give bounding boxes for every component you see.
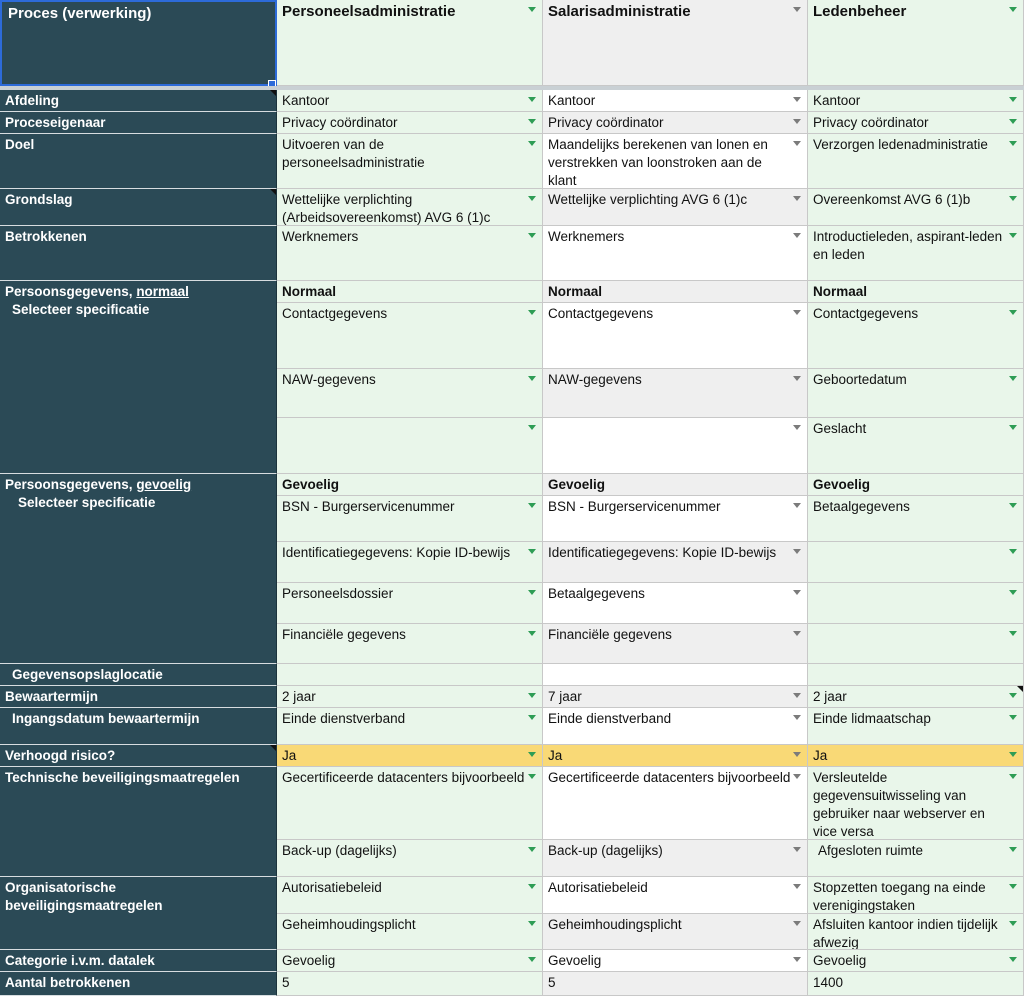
dropdown-arrow-icon[interactable] <box>528 376 536 381</box>
cell-value: Einde lidmaatschap <box>813 711 931 726</box>
dropdown-arrow-icon[interactable] <box>528 590 536 595</box>
dropdown-arrow-icon[interactable] <box>793 425 801 430</box>
cell-value: Geboortedatum <box>813 372 907 387</box>
cell-organisatorisch-r1-1[interactable] <box>543 877 808 914</box>
cell-gevoelig-r2-2[interactable] <box>808 542 1024 583</box>
cell-normaal-r1-0[interactable] <box>277 303 543 369</box>
dropdown-arrow-icon[interactable] <box>1009 549 1017 554</box>
cell-opslag-0[interactable] <box>277 664 543 686</box>
cell-value: Normaal <box>548 284 603 299</box>
cell-aantal-1[interactable] <box>543 972 808 996</box>
row-label: Proceseigenaar <box>5 115 106 130</box>
dropdown-arrow-icon[interactable] <box>528 774 536 779</box>
gevoelig-link[interactable]: gevoelig <box>136 477 192 492</box>
row-label-prefix: Persoonsgegevens, <box>5 477 137 492</box>
cell-aantal-0[interactable] <box>277 972 543 996</box>
cell-bewaartermijn-0[interactable] <box>277 686 543 708</box>
cell-betrokkenen-2[interactable] <box>808 226 1024 281</box>
dropdown-arrow-icon[interactable] <box>1009 425 1017 430</box>
dropdown-arrow-icon[interactable] <box>1009 196 1017 201</box>
column-title: Salarisadministratie <box>548 3 691 20</box>
cell-value: Identificatiegegevens: Kopie ID-bewijs <box>548 545 777 560</box>
dropdown-arrow-icon[interactable] <box>1009 310 1017 315</box>
cell-risico-1[interactable] <box>543 745 808 767</box>
cell-value: Gevoelig <box>548 477 606 492</box>
dropdown-arrow-icon[interactable] <box>1009 503 1017 508</box>
cell-value: Financiële gegevens <box>548 627 672 642</box>
dropdown-arrow-icon[interactable] <box>528 549 536 554</box>
cell-gevoelig-r3-0[interactable] <box>277 583 543 624</box>
dropdown-arrow-icon[interactable] <box>528 233 536 238</box>
dropdown-arrow-icon[interactable] <box>528 752 536 757</box>
cell-value: Gevoelig <box>813 477 871 492</box>
cell-value: BSN - Burgerservicenummer <box>282 499 455 514</box>
cell-proceseigenaar-0[interactable] <box>277 112 543 134</box>
row-label-aantal <box>0 972 277 996</box>
cell-gevoelig-heading-1[interactable] <box>543 474 808 496</box>
cell-gevoelig-r1-0[interactable] <box>277 496 543 542</box>
cell-value: Ja <box>548 748 563 763</box>
dropdown-arrow-icon[interactable] <box>793 549 801 554</box>
row-label-categorie <box>0 950 277 972</box>
cell-value: Contactgegevens <box>282 306 388 321</box>
row-label: Doel <box>5 137 35 152</box>
cell-value: NAW-gegevens <box>548 372 642 387</box>
cell-gevoelig-r4-1[interactable] <box>543 624 808 664</box>
dropdown-arrow-icon[interactable] <box>1009 7 1017 12</box>
cell-gevoelig-heading-2[interactable] <box>808 474 1024 496</box>
cell-value: Wettelijke verplichting AVG 6 (1)c <box>548 192 748 207</box>
cell-technisch-r2-1[interactable] <box>543 840 808 877</box>
row-label: Technische beveiligingsmaatregelen <box>5 770 240 785</box>
cell-doel-1[interactable] <box>543 134 808 189</box>
cell-technisch-r1-1[interactable] <box>543 767 808 840</box>
dropdown-arrow-icon[interactable] <box>528 631 536 636</box>
dropdown-arrow-icon[interactable] <box>1009 97 1017 102</box>
cell-value: Ja <box>282 748 297 763</box>
row-label-betrokkenen <box>0 226 277 281</box>
row-label-afdeling <box>0 90 277 112</box>
cell-value: 7 jaar <box>548 689 582 704</box>
cell-value: Back-up (dagelijks) <box>282 843 397 858</box>
cell-value: Normaal <box>282 284 337 299</box>
cell-technisch-r2-0[interactable] <box>277 840 543 877</box>
cell-doel-0[interactable] <box>277 134 543 189</box>
cell-value: Identificatiegegevens: Kopie ID-bewijs <box>282 545 511 560</box>
row-label: Bewaartermijn <box>5 689 99 704</box>
row-label-technisch <box>0 767 277 877</box>
cell-doel-2[interactable] <box>808 134 1024 189</box>
dropdown-arrow-icon[interactable] <box>793 631 801 636</box>
cell-grondslag-2[interactable] <box>808 189 1024 226</box>
dropdown-arrow-icon[interactable] <box>1009 774 1017 779</box>
dropdown-arrow-icon[interactable] <box>793 957 801 962</box>
cell-gevoelig-heading-0[interactable] <box>277 474 543 496</box>
cell-organisatorisch-r1-0[interactable] <box>277 877 543 914</box>
cell-value: Afsluiten kantoor indien tijdelijk afwezig <box>813 917 998 950</box>
cell-categorie-0[interactable] <box>277 950 543 972</box>
cell-value: Werknemers <box>282 229 359 244</box>
dropdown-arrow-icon[interactable] <box>1009 957 1017 962</box>
cell-bewaartermijn-2[interactable] <box>808 686 1024 708</box>
cell-gevoelig-r2-0[interactable] <box>277 542 543 583</box>
dropdown-arrow-icon[interactable] <box>793 233 801 238</box>
cell-ingang-0[interactable] <box>277 708 543 745</box>
column-title: Personeelsadministratie <box>282 3 456 20</box>
dropdown-arrow-icon[interactable] <box>793 141 801 146</box>
row-label-persoonsgegevens-normaal <box>0 281 277 474</box>
cell-organisatorisch-r2-0[interactable] <box>277 914 543 950</box>
dropdown-arrow-icon[interactable] <box>793 310 801 315</box>
dropdown-arrow-icon[interactable] <box>1009 693 1017 698</box>
cell-value: Overeenkomst AVG 6 (1)b <box>813 192 971 207</box>
cell-gevoelig-r4-2[interactable] <box>808 624 1024 664</box>
cell-value: Kantoor <box>282 93 330 108</box>
cell-value: Personeelsdossier <box>282 586 394 601</box>
cell-proceseigenaar-1[interactable] <box>543 112 808 134</box>
cell-risico-2[interactable] <box>808 745 1024 767</box>
cell-gevoelig-r1-1[interactable] <box>543 496 808 542</box>
cell-value: Maandelijks berekenen van lonen en verstrekken van loonstroken aan de klant <box>548 137 768 188</box>
cell-afdeling-1[interactable] <box>543 90 808 112</box>
cell-technisch-r1-0[interactable] <box>277 767 543 840</box>
normaal-link[interactable]: normaal <box>136 284 189 299</box>
cell-technisch-r2-2[interactable] <box>808 840 1024 877</box>
cell-normaal-r1-1[interactable] <box>543 303 808 369</box>
dropdown-arrow-icon[interactable] <box>1009 715 1017 720</box>
cell-value: Kantoor <box>813 93 861 108</box>
cell-value: Einde dienstverband <box>282 711 406 726</box>
dropdown-arrow-icon[interactable] <box>793 590 801 595</box>
row-label-grondslag <box>0 189 277 226</box>
cell-value: Autorisatiebeleid <box>548 880 648 895</box>
cell-organisatorisch-r1-2[interactable] <box>808 877 1024 914</box>
cell-value: Versleutelde gegevensuitwisseling van gebruiker naar webserver en vice versa <box>813 770 985 839</box>
cell-normaal-heading-0[interactable] <box>277 281 543 303</box>
row-label: Organisatorische beveiligingsmaatregelen <box>5 880 163 913</box>
dropdown-arrow-icon[interactable] <box>793 119 801 124</box>
dropdown-arrow-icon[interactable] <box>1009 847 1017 852</box>
column-title: Ledenbeheer <box>813 3 907 20</box>
cell-value: Contactgegevens <box>813 306 919 321</box>
cell-value: Privacy coördinator <box>548 115 664 130</box>
cell-value: Normaal <box>813 284 868 299</box>
dropdown-arrow-icon[interactable] <box>793 97 801 102</box>
cell-value: Financiële gegevens <box>282 627 406 642</box>
dropdown-arrow-icon[interactable] <box>793 7 801 12</box>
row-label-risico <box>0 745 277 767</box>
cell-value: Gevoelig <box>282 477 340 492</box>
cell-ingang-2[interactable] <box>808 708 1024 745</box>
row-label <box>5 284 189 299</box>
cell-value: Back-up (dagelijks) <box>548 843 663 858</box>
header-column-0[interactable] <box>277 0 543 86</box>
dropdown-arrow-icon[interactable] <box>528 847 536 852</box>
row-label-organisatorisch <box>0 877 277 950</box>
dropdown-arrow-icon[interactable] <box>793 774 801 779</box>
header-column-2[interactable] <box>808 0 1024 86</box>
cell-value: Betaalgegevens <box>813 499 910 514</box>
cell-gevoelig-r3-1[interactable] <box>543 583 808 624</box>
cell-betrokkenen-0[interactable] <box>277 226 543 281</box>
dropdown-arrow-icon[interactable] <box>528 503 536 508</box>
row-label-persoonsgegevens-gevoelig <box>0 474 277 664</box>
row-sublabel: Selecteer specificatie <box>18 495 156 510</box>
cell-normaal-r2-0[interactable] <box>277 369 543 418</box>
cell-normaal-r2-1[interactable] <box>543 369 808 418</box>
cell-value: Gecertificeerde datacenters bijvoorbeeld <box>282 770 525 785</box>
cell-value: Privacy coördinator <box>813 115 929 130</box>
cell-value: 5 <box>282 975 290 990</box>
dropdown-arrow-icon[interactable] <box>528 425 536 430</box>
cell-bewaartermijn-1[interactable] <box>543 686 808 708</box>
dropdown-arrow-icon[interactable] <box>793 752 801 757</box>
dropdown-arrow-icon[interactable] <box>528 119 536 124</box>
row-label-opslag <box>0 664 277 686</box>
header-label-cell[interactable] <box>0 0 277 86</box>
dropdown-arrow-icon[interactable] <box>1009 921 1017 926</box>
row-label: Ingangsdatum bewaartermijn <box>12 711 200 726</box>
dropdown-arrow-icon[interactable] <box>528 884 536 889</box>
dropdown-arrow-icon[interactable] <box>1009 119 1017 124</box>
cell-value: NAW-gegevens <box>282 372 376 387</box>
row-label <box>5 477 191 492</box>
cell-value: 2 jaar <box>282 689 316 704</box>
cell-value: Betaalgegevens <box>548 586 645 601</box>
cell-opslag-2[interactable] <box>808 664 1024 686</box>
header-label: Proces (verwerking) <box>8 5 152 22</box>
cell-value: Privacy coördinator <box>282 115 398 130</box>
cell-value: Gevoelig <box>282 953 336 968</box>
cell-value: Introductieleden, aspirant-leden en leden <box>813 229 1003 262</box>
cell-categorie-1[interactable] <box>543 950 808 972</box>
cell-gevoelig-r1-2[interactable] <box>808 496 1024 542</box>
dropdown-arrow-icon[interactable] <box>1009 376 1017 381</box>
cell-normaal-r3-1[interactable] <box>543 418 808 474</box>
dropdown-arrow-icon[interactable] <box>528 141 536 146</box>
cell-grondslag-1[interactable] <box>543 189 808 226</box>
cell-value: Contactgegevens <box>548 306 654 321</box>
cell-technisch-r1-2[interactable] <box>808 767 1024 840</box>
note-indicator-icon <box>1017 686 1023 692</box>
note-indicator-icon <box>270 90 276 96</box>
dropdown-arrow-icon[interactable] <box>793 376 801 381</box>
cell-value: Gevoelig <box>548 953 602 968</box>
cell-organisatorisch-r2-1[interactable] <box>543 914 808 950</box>
cell-value: 5 <box>548 975 556 990</box>
cell-value: Wettelijke verplichting (Arbeidsovereenkomst) AVG 6 (1)c <box>282 192 491 225</box>
row-label: Afdeling <box>5 93 59 108</box>
note-indicator-icon <box>270 189 276 195</box>
dropdown-arrow-icon[interactable] <box>528 97 536 102</box>
row-label-bewaartermijn <box>0 686 277 708</box>
cell-normaal-r1-2[interactable] <box>808 303 1024 369</box>
cell-risico-0[interactable] <box>277 745 543 767</box>
dropdown-arrow-icon[interactable] <box>793 884 801 889</box>
cell-value: BSN - Burgerservicenummer <box>548 499 721 514</box>
dropdown-arrow-icon[interactable] <box>793 503 801 508</box>
cell-categorie-2[interactable] <box>808 950 1024 972</box>
cell-gevoelig-r3-2[interactable] <box>808 583 1024 624</box>
row-label: Betrokkenen <box>5 229 87 244</box>
row-label-doel <box>0 134 277 189</box>
cell-value: Ja <box>813 748 828 763</box>
dropdown-arrow-icon[interactable] <box>793 921 801 926</box>
dropdown-arrow-icon[interactable] <box>793 693 801 698</box>
dropdown-arrow-icon[interactable] <box>1009 233 1017 238</box>
dropdown-arrow-icon[interactable] <box>793 847 801 852</box>
cell-gevoelig-r4-0[interactable] <box>277 624 543 664</box>
dropdown-arrow-icon[interactable] <box>528 310 536 315</box>
cell-value: Gevoelig <box>813 953 867 968</box>
cell-ingang-1[interactable] <box>543 708 808 745</box>
dropdown-arrow-icon[interactable] <box>1009 752 1017 757</box>
cell-normaal-r2-2[interactable] <box>808 369 1024 418</box>
cell-organisatorisch-r2-2[interactable] <box>808 914 1024 950</box>
cell-afdeling-0[interactable] <box>277 90 543 112</box>
cell-value: Gecertificeerde datacenters bijvoorbeeld <box>548 770 791 785</box>
row-label: Grondslag <box>5 192 73 207</box>
cell-value: Stopzetten toegang na einde verenigingstaken <box>813 880 986 913</box>
cell-value: Verzorgen ledenadministratie <box>813 137 988 152</box>
dropdown-arrow-icon[interactable] <box>528 957 536 962</box>
row-label-proceseigenaar <box>0 112 277 134</box>
row-label-ingang <box>0 708 277 745</box>
dropdown-arrow-icon[interactable] <box>528 7 536 12</box>
cell-value: Geheimhoudingsplicht <box>282 917 416 932</box>
dropdown-arrow-icon[interactable] <box>793 715 801 720</box>
cell-value: Autorisatiebeleid <box>282 880 382 895</box>
dropdown-arrow-icon[interactable] <box>528 921 536 926</box>
cell-normaal-r3-0[interactable] <box>277 418 543 474</box>
dropdown-arrow-icon[interactable] <box>793 196 801 201</box>
row-label: Gegevensopslaglocatie <box>12 667 163 682</box>
dropdown-arrow-icon[interactable] <box>528 693 536 698</box>
dropdown-arrow-icon[interactable] <box>1009 631 1017 636</box>
header-column-1[interactable] <box>543 0 808 86</box>
cell-value: Kantoor <box>548 93 596 108</box>
dropdown-arrow-icon[interactable] <box>1009 884 1017 889</box>
dropdown-arrow-icon[interactable] <box>528 715 536 720</box>
dropdown-arrow-icon[interactable] <box>1009 590 1017 595</box>
cell-value: Geslacht <box>813 421 867 436</box>
cell-grondslag-0[interactable] <box>277 189 543 226</box>
cell-value: Geheimhoudingsplicht <box>548 917 682 932</box>
dropdown-arrow-icon[interactable] <box>1009 141 1017 146</box>
cell-normaal-r3-2[interactable] <box>808 418 1024 474</box>
cell-value: 2 jaar <box>813 689 847 704</box>
cell-aantal-2[interactable] <box>808 972 1024 996</box>
note-indicator-icon <box>270 745 276 751</box>
cell-normaal-heading-2[interactable] <box>808 281 1024 303</box>
cell-afdeling-2[interactable] <box>808 90 1024 112</box>
dropdown-arrow-icon[interactable] <box>528 196 536 201</box>
cell-value: Afgesloten ruimte <box>818 843 924 858</box>
row-label: Categorie i.v.m. datalek <box>5 953 155 968</box>
row-sublabel: Selecteer specificatie <box>12 302 150 317</box>
cell-proceseigenaar-2[interactable] <box>808 112 1024 134</box>
cell-value: Einde dienstverband <box>548 711 672 726</box>
row-label: Aantal betrokkenen <box>5 975 131 990</box>
row-label-prefix: Persoonsgegevens, <box>5 284 137 299</box>
row-label: Verhoogd risico? <box>5 748 116 763</box>
cell-opslag-1[interactable] <box>543 664 808 686</box>
cell-value: Werknemers <box>548 229 625 244</box>
cell-normaal-heading-1[interactable] <box>543 281 808 303</box>
cell-value: Uitvoeren van de personeelsadministratie <box>282 137 425 170</box>
cell-gevoelig-r2-1[interactable] <box>543 542 808 583</box>
cell-value: 1400 <box>813 975 844 990</box>
cell-betrokkenen-1[interactable] <box>543 226 808 281</box>
